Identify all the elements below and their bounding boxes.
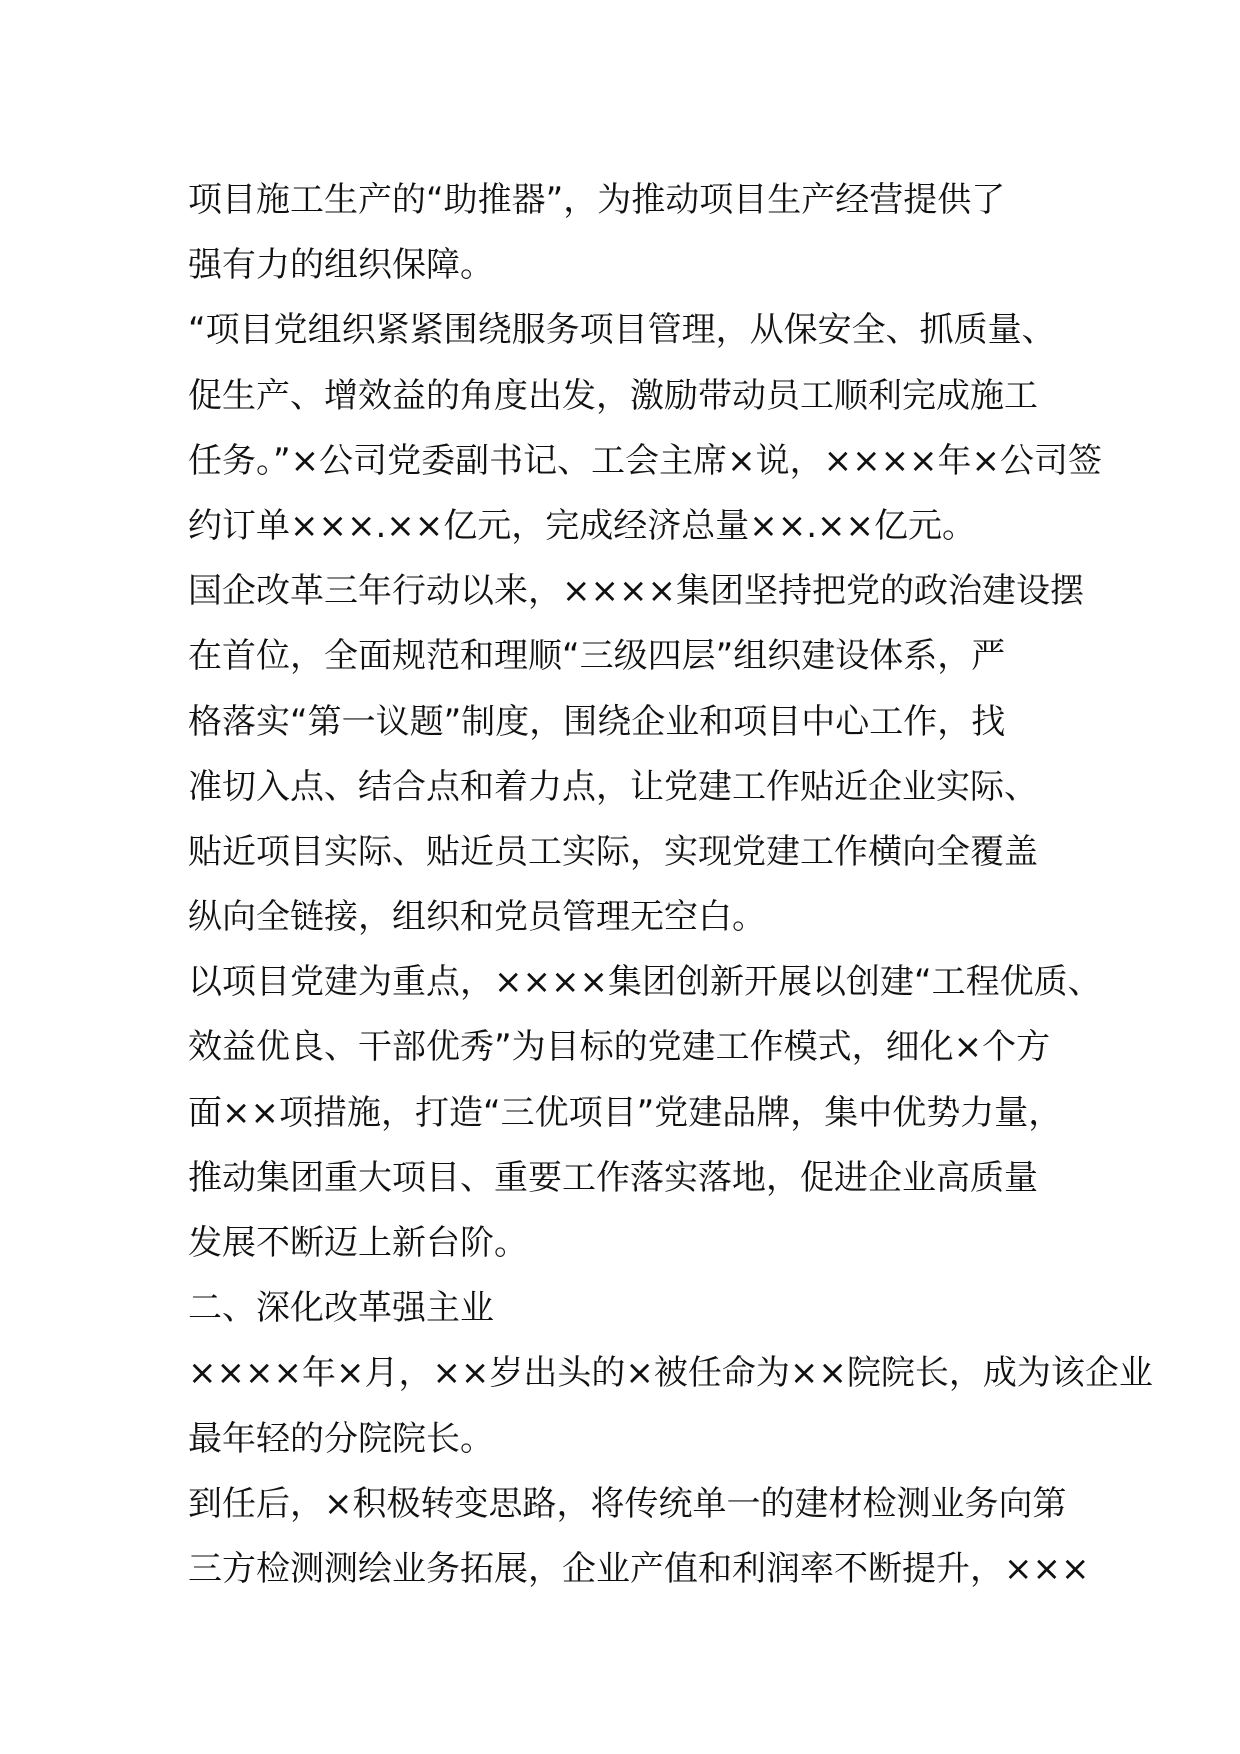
text-line: 格落实“第一议题”制度，围绕企业和项目中心工作，找 xyxy=(188,701,1006,742)
text-line: 准切入点、结合点和着力点，让党建工作贴近企业实际、 xyxy=(188,766,1038,807)
text-line: 约订单×××.××亿元，完成经济总量××.××亿元。 xyxy=(188,505,977,546)
document-body xyxy=(188,168,1153,1602)
text-line: 任务。”×公司党委副书记、工会主席×说，××××年×公司签 xyxy=(188,440,1103,481)
text-line: 贴近项目实际、贴近员工实际，实现党建工作横向全覆盖 xyxy=(188,831,1038,872)
text-line: 以项目党建为重点，××××集团创新开展以创建“工程优质、 xyxy=(188,962,1102,1003)
text-line: 强有力的组织保障。 xyxy=(188,245,494,286)
text-line: 三方检测测绘业务拓展，企业产值和利润率不断提升，××× xyxy=(188,1548,1090,1589)
text-line: “项目党组织紧紧围绕服务项目管理，从保安全、抓质量、 xyxy=(188,310,1056,351)
text-line: 到任后，×积极转变思路，将传统单一的建材检测业务向第 xyxy=(188,1483,1067,1524)
text-line: 效益优良、干部优秀”为目标的党建工作模式，细化×个方 xyxy=(188,1027,1051,1068)
text-line: 面××项措施，打造“三优项目”党建品牌，集中优势力量， xyxy=(188,1092,1063,1133)
text-line: 纵向全链接，组织和党员管理无空白。 xyxy=(188,897,766,938)
text-line: 促生产、增效益的角度出发，激励带动员工顺利完成施工 xyxy=(188,375,1038,416)
text-line: 最年轻的分院院长。 xyxy=(188,1418,494,1459)
text-line: 国企改革三年行动以来，××××集团坚持把党的政治建设摆 xyxy=(188,571,1084,612)
text-line: 在首位，全面规范和理顺“三级四层”组织建设体系，严 xyxy=(188,636,1006,677)
text-line: 发展不断迈上新台阶。 xyxy=(188,1223,528,1263)
text-line: 项目施工生产的“助推器”，为推动项目生产经营提供了 xyxy=(188,180,1006,220)
text-line: ××××年×月，××岁出头的×被任命为××院院长，成为该企业 xyxy=(188,1353,1153,1394)
text-line: 推动集团重大项目、重要工作落实落地，促进企业高质量 xyxy=(188,1157,1038,1198)
section-heading: 二、深化改革强主业 xyxy=(188,1288,494,1329)
